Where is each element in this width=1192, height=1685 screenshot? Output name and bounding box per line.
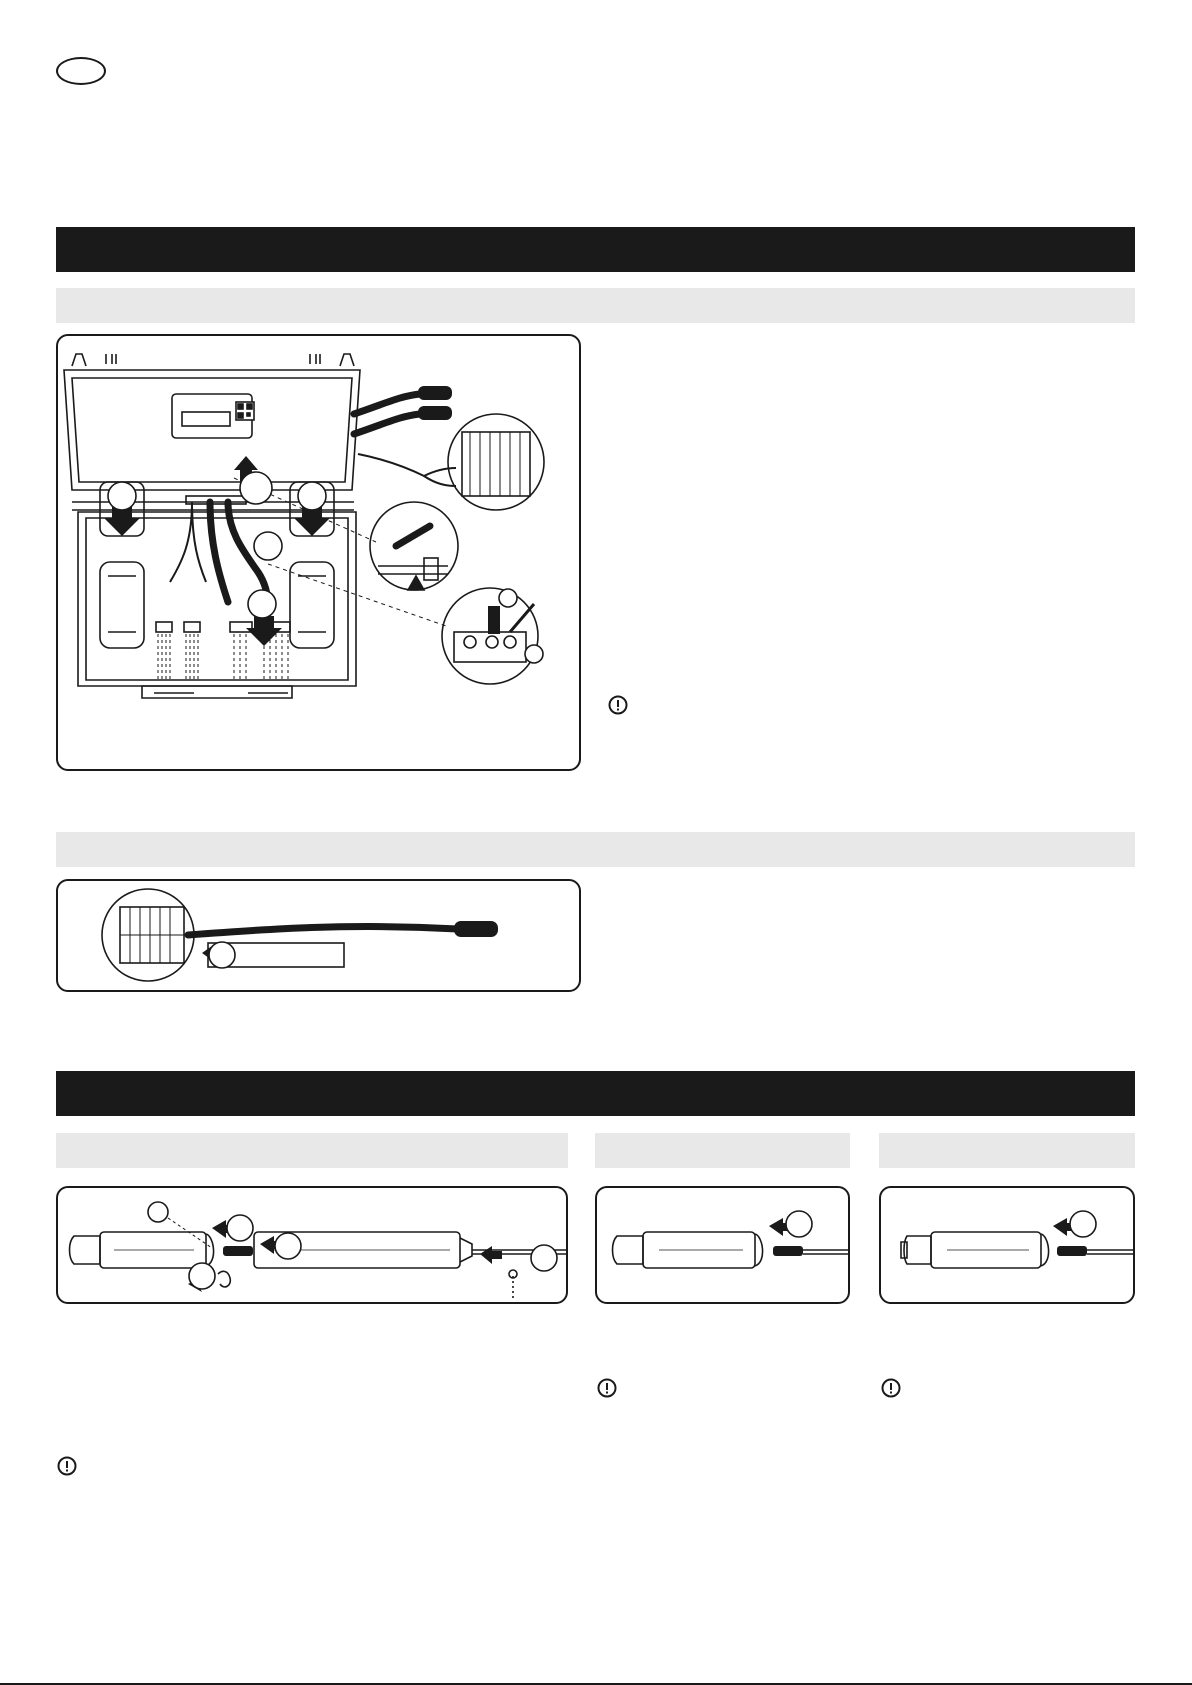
- subsection-2-3-header: [879, 1133, 1135, 1168]
- subsection-2-2-note: [624, 1378, 850, 1438]
- subsection-1-1-note: [636, 695, 1135, 755]
- exclamation-circle-icon: [881, 1378, 901, 1398]
- subsection-2-1-header: [56, 1133, 568, 1168]
- subsection-1-1-header: [56, 288, 1135, 323]
- section-2-header: [56, 1071, 1135, 1116]
- motor-variant-b-drawing: [881, 1188, 1133, 1302]
- exclamation-circle-icon: [608, 695, 628, 715]
- subsection-1-2-header: [56, 832, 1135, 867]
- motor-tube-drawing: [58, 1188, 566, 1302]
- cable-connection-drawing: [58, 881, 579, 990]
- subsection-1-1-text: [600, 334, 1135, 674]
- subsection-2-1-text: [56, 1320, 568, 1450]
- subsection-2-1-note: [84, 1456, 568, 1516]
- section-1-header: [56, 227, 1135, 272]
- language-badge: [56, 57, 106, 85]
- motor-tube-illustration: [56, 1186, 568, 1304]
- motor-variant-a-drawing: [597, 1188, 848, 1302]
- exclamation-circle-icon: [57, 1456, 77, 1476]
- motor-variant-b-illustration: [879, 1186, 1135, 1304]
- cable-connection-illustration: [56, 879, 581, 992]
- control-box-illustration: [56, 334, 581, 771]
- subsection-2-2-header: [595, 1133, 850, 1168]
- subsection-2-3-text: [879, 1320, 1135, 1370]
- motor-variant-a-illustration: [595, 1186, 850, 1304]
- subsection-2-3-note: [908, 1378, 1135, 1438]
- subsection-1-2-text: [600, 879, 1135, 992]
- exclamation-circle-icon: [597, 1378, 617, 1398]
- control-box-drawing: [58, 336, 579, 769]
- subsection-2-2-text: [595, 1320, 850, 1370]
